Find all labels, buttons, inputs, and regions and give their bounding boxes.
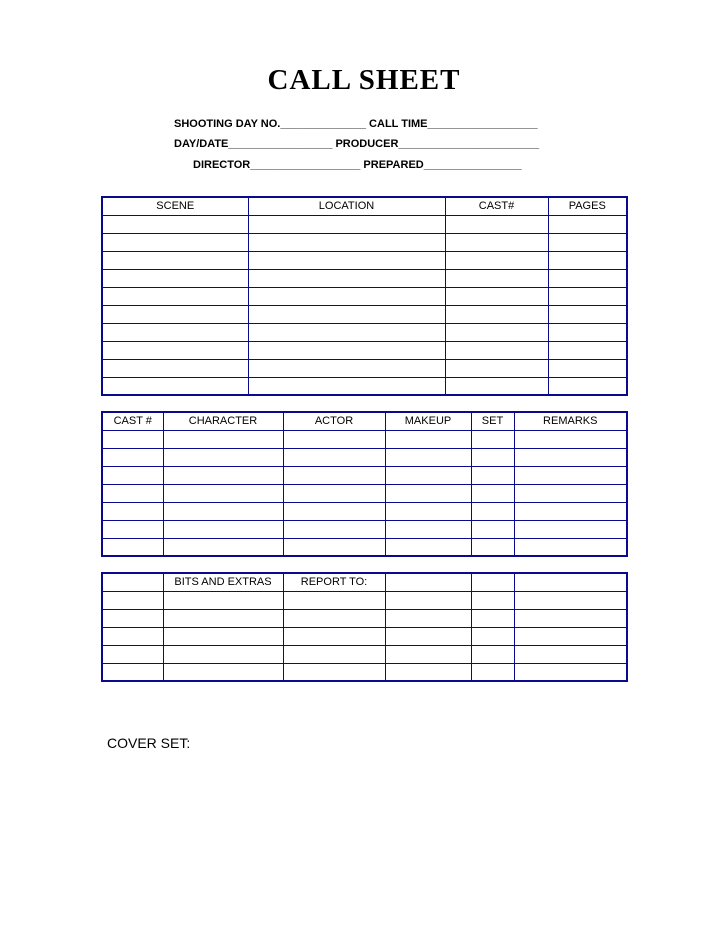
blank-cell[interactable] [102, 305, 248, 323]
blank-cell[interactable] [283, 591, 385, 609]
table-row [102, 591, 627, 609]
blank-cell[interactable] [283, 520, 385, 538]
blank-cell[interactable] [283, 627, 385, 645]
blank-cell[interactable] [445, 341, 548, 359]
table-row [102, 377, 627, 395]
column-header [385, 573, 471, 591]
blank-cell[interactable] [283, 645, 385, 663]
column-header: SET [471, 412, 514, 430]
blank-cell[interactable] [385, 502, 471, 520]
header-line-shooting-day: SHOOTING DAY NO.______________ CALL TIME__________________ [174, 118, 538, 130]
blank-cell[interactable] [283, 502, 385, 520]
blank-cell[interactable] [548, 269, 627, 287]
blank-cell[interactable] [471, 538, 514, 556]
blank-cell[interactable] [471, 645, 514, 663]
table-row [102, 645, 627, 663]
blank-cell[interactable] [102, 502, 163, 520]
cast-table [101, 411, 628, 557]
blank-cell[interactable] [248, 215, 445, 233]
column-header [471, 573, 514, 591]
blank-cell[interactable] [471, 484, 514, 502]
column-header [514, 573, 627, 591]
blank-cell[interactable] [163, 591, 283, 609]
blank-cell[interactable] [102, 538, 163, 556]
column-header: LOCATION [248, 197, 445, 215]
blank-cell[interactable] [283, 448, 385, 466]
extras-table [101, 572, 628, 682]
blank-cell[interactable] [514, 538, 627, 556]
blank-cell[interactable] [514, 645, 627, 663]
blank-cell[interactable] [283, 538, 385, 556]
blank-cell[interactable] [514, 663, 627, 681]
blank-cell[interactable] [163, 627, 283, 645]
blank-cell[interactable] [102, 466, 163, 484]
blank-cell[interactable] [548, 287, 627, 305]
blank-cell[interactable] [471, 430, 514, 448]
blank-cell[interactable] [102, 341, 248, 359]
blank-cell[interactable] [102, 215, 248, 233]
blank-cell[interactable] [102, 627, 163, 645]
column-header [102, 573, 163, 591]
blank-cell[interactable] [471, 502, 514, 520]
column-header: MAKEUP [385, 412, 471, 430]
column-header: PAGES [548, 197, 627, 215]
table-row [102, 502, 627, 520]
blank-cell[interactable] [283, 609, 385, 627]
header-line-day-date: DAY/DATE_________________ PRODUCER_______________________ [174, 138, 540, 150]
blank-cell[interactable] [385, 430, 471, 448]
blank-cell[interactable] [445, 359, 548, 377]
blank-cell[interactable] [163, 466, 283, 484]
blank-cell[interactable] [514, 466, 627, 484]
blank-cell[interactable] [163, 538, 283, 556]
blank-cell[interactable] [102, 269, 248, 287]
blank-cell[interactable] [548, 305, 627, 323]
blank-cell[interactable] [102, 233, 248, 251]
blank-cell[interactable] [471, 663, 514, 681]
blank-cell[interactable] [471, 466, 514, 484]
blank-cell[interactable] [102, 448, 163, 466]
blank-cell[interactable] [248, 323, 445, 341]
table-row [102, 251, 627, 269]
blank-cell[interactable] [163, 645, 283, 663]
blank-cell[interactable] [163, 484, 283, 502]
blank-cell[interactable] [385, 591, 471, 609]
blank-cell[interactable] [102, 609, 163, 627]
blank-cell[interactable] [445, 251, 548, 269]
column-header: CHARACTER [163, 412, 283, 430]
blank-cell[interactable] [385, 448, 471, 466]
blank-cell[interactable] [283, 466, 385, 484]
blank-cell[interactable] [248, 233, 445, 251]
table-row [102, 627, 627, 645]
table-row [102, 538, 627, 556]
blank-cell[interactable] [163, 609, 283, 627]
blank-cell[interactable] [248, 287, 445, 305]
blank-cell[interactable] [102, 645, 163, 663]
blank-cell[interactable] [102, 591, 163, 609]
blank-cell[interactable] [102, 377, 248, 395]
column-header: REMARKS [514, 412, 627, 430]
column-header: ACTOR [283, 412, 385, 430]
table-row [102, 305, 627, 323]
page-title: CALL SHEET [267, 64, 461, 96]
blank-cell[interactable] [163, 430, 283, 448]
table-row [102, 609, 627, 627]
blank-cell[interactable] [514, 430, 627, 448]
blank-cell[interactable] [514, 502, 627, 520]
blank-cell[interactable] [548, 251, 627, 269]
blank-cell[interactable] [163, 520, 283, 538]
blank-cell[interactable] [471, 591, 514, 609]
blank-cell[interactable] [471, 520, 514, 538]
blank-cell[interactable] [445, 269, 548, 287]
scene-table [101, 196, 628, 396]
blank-cell[interactable] [445, 377, 548, 395]
table-row [102, 466, 627, 484]
blank-cell[interactable] [248, 359, 445, 377]
column-header: CAST # [102, 412, 163, 430]
header-row [102, 412, 627, 430]
blank-cell[interactable] [163, 448, 283, 466]
blank-cell[interactable] [163, 663, 283, 681]
blank-cell[interactable] [283, 663, 385, 681]
blank-cell[interactable] [102, 251, 248, 269]
column-header: REPORT TO: [283, 573, 385, 591]
blank-cell[interactable] [385, 484, 471, 502]
blank-cell[interactable] [548, 233, 627, 251]
blank-cell[interactable] [445, 215, 548, 233]
table-row [102, 663, 627, 681]
blank-cell[interactable] [385, 520, 471, 538]
blank-cell[interactable] [445, 305, 548, 323]
blank-cell[interactable] [102, 484, 163, 502]
blank-cell[interactable] [514, 520, 627, 538]
blank-cell[interactable] [514, 627, 627, 645]
blank-cell[interactable] [445, 287, 548, 305]
blank-cell[interactable] [102, 520, 163, 538]
table-row [102, 323, 627, 341]
table-row [102, 359, 627, 377]
table-row [102, 341, 627, 359]
blank-cell[interactable] [385, 466, 471, 484]
blank-cell[interactable] [548, 359, 627, 377]
blank-cell[interactable] [471, 627, 514, 645]
blank-cell[interactable] [548, 323, 627, 341]
blank-cell[interactable] [102, 323, 248, 341]
blank-cell[interactable] [445, 323, 548, 341]
blank-cell[interactable] [445, 233, 548, 251]
header-row [102, 573, 627, 591]
column-header: BITS AND EXTRAS [163, 573, 283, 591]
blank-cell[interactable] [248, 341, 445, 359]
cover-set-label: COVER SET: [107, 735, 191, 751]
blank-cell[interactable] [385, 663, 471, 681]
blank-cell[interactable] [385, 538, 471, 556]
blank-cell[interactable] [514, 609, 627, 627]
table-row [102, 215, 627, 233]
blank-cell[interactable] [548, 215, 627, 233]
blank-cell[interactable] [548, 377, 627, 395]
blank-cell[interactable] [471, 448, 514, 466]
blank-cell[interactable] [163, 502, 283, 520]
blank-cell[interactable] [248, 251, 445, 269]
table-row [102, 430, 627, 448]
blank-cell[interactable] [102, 287, 248, 305]
blank-cell[interactable] [514, 448, 627, 466]
blank-cell[interactable] [248, 305, 445, 323]
blank-cell[interactable] [248, 269, 445, 287]
blank-cell[interactable] [548, 341, 627, 359]
blank-cell[interactable] [385, 609, 471, 627]
table-row [102, 520, 627, 538]
column-header: CAST# [445, 197, 548, 215]
blank-cell[interactable] [471, 609, 514, 627]
blank-cell[interactable] [385, 645, 471, 663]
blank-cell[interactable] [283, 484, 385, 502]
blank-cell[interactable] [102, 430, 163, 448]
table-row [102, 233, 627, 251]
column-header: SCENE [102, 197, 248, 215]
blank-cell[interactable] [102, 359, 248, 377]
blank-cell[interactable] [514, 484, 627, 502]
table-row [102, 448, 627, 466]
table-row [102, 484, 627, 502]
table-row [102, 287, 627, 305]
blank-cell[interactable] [248, 377, 445, 395]
blank-cell[interactable] [102, 663, 163, 681]
header-row [102, 197, 627, 215]
blank-cell[interactable] [283, 430, 385, 448]
blank-cell[interactable] [385, 627, 471, 645]
header-line-director: DIRECTOR__________________ PREPARED________________ [193, 159, 522, 171]
table-row [102, 269, 627, 287]
blank-cell[interactable] [514, 591, 627, 609]
